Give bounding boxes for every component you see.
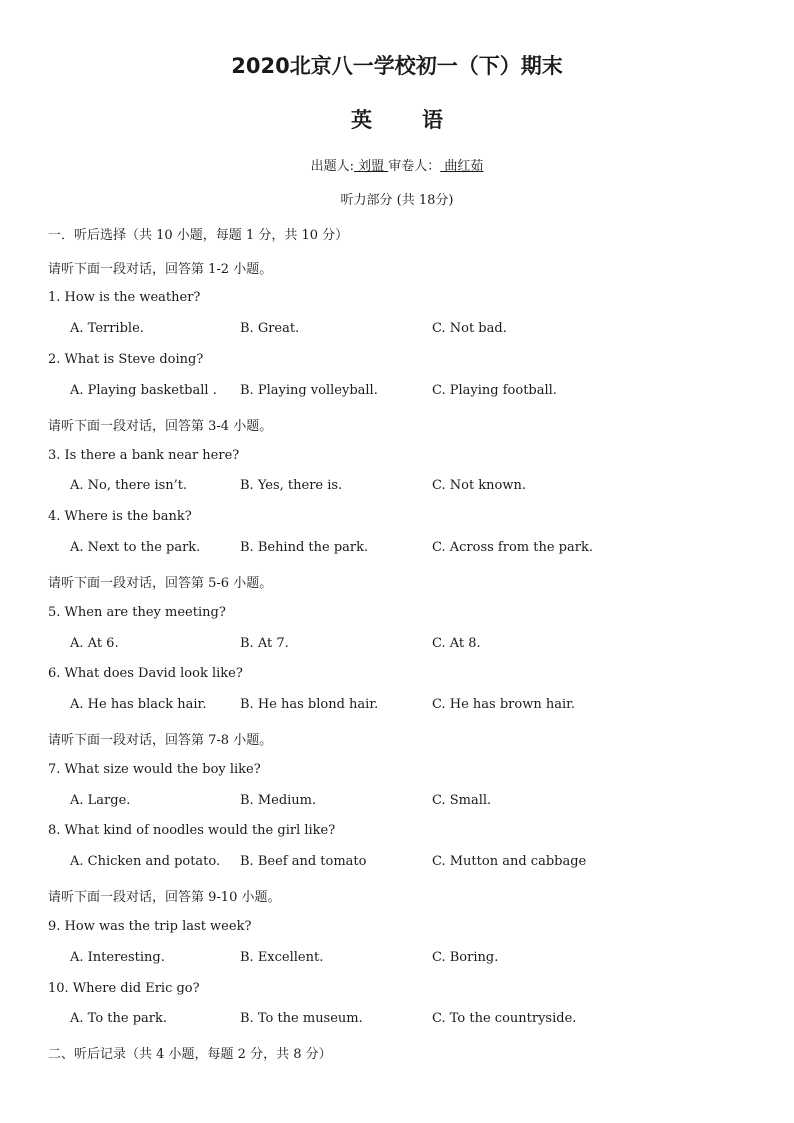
listening-part-heading: 听力部分 (共 18分): [340, 193, 454, 208]
option-b: B. At 7.: [240, 636, 289, 651]
question-text: 9. How was the trip last week?: [48, 919, 252, 934]
option-a: A. Next to the park.: [70, 540, 201, 555]
question-text: 2. What is Steve doing?: [48, 352, 204, 367]
option-c: C. Not known.: [432, 478, 527, 493]
option-b: B. To the museum.: [240, 1011, 363, 1026]
option-a: A. Interesting.: [70, 950, 165, 965]
option-c: C. To the countryside.: [432, 1011, 577, 1026]
reviewer-label: 审卷人：: [388, 159, 441, 174]
option-c: C. Boring.: [432, 950, 499, 965]
option-a: A. Large.: [70, 793, 131, 808]
question-text: 4. Where is the bank?: [48, 509, 192, 524]
group-instruction: 请听下面一段对话，回答第 7-8 小题。: [48, 733, 273, 748]
option-a: A. Terrible.: [70, 321, 144, 336]
exam-title: 2020北京八一学校初一（下）期末: [231, 54, 563, 78]
option-b: B. Great.: [240, 321, 300, 336]
option-c: C. He has brown hair.: [432, 697, 576, 712]
question-text: 3. Is there a bank near here?: [48, 448, 240, 463]
subject-char-right: 语: [422, 108, 443, 132]
authors-line: [0, 155, 794, 174]
subject-heading: [0, 104, 794, 134]
group-instruction: 请听下面一段对话，回答第 1-2 小题。: [48, 262, 273, 277]
option-c: C. At 8.: [432, 636, 481, 651]
group-instruction: 请听下面一段对话，回答第 3-4 小题。: [48, 419, 273, 434]
option-b: B. Medium.: [240, 793, 317, 808]
option-b: B. Playing volleyball.: [240, 383, 378, 398]
option-b: B. Behind the park.: [240, 540, 369, 555]
option-a: A. To the park.: [70, 1011, 167, 1026]
section2-heading: 二、听后记录（共 4 小题，每题 2 分，共 8 分）: [48, 1047, 332, 1062]
reviewer-name: 曲红茹: [440, 159, 484, 174]
option-a: A. At 6.: [70, 636, 119, 651]
option-b: B. He has blond hair.: [240, 697, 379, 712]
option-c: C. Small.: [432, 793, 492, 808]
question-text: 5. When are they meeting?: [48, 605, 226, 620]
option-b: B. Excellent.: [240, 950, 324, 965]
section1-heading: 一．听后选择（共 10 小题，每题 1 分，共 10 分）: [48, 228, 349, 243]
option-c: C. Mutton and cabbage: [432, 854, 587, 869]
option-c: C. Across from the park.: [432, 540, 593, 555]
question-text: 10. Where did Eric go?: [48, 981, 200, 996]
option-a: A. He has black hair.: [70, 697, 207, 712]
subject-char-left: 英: [351, 108, 372, 132]
option-a: A. No, there isn’t.: [70, 478, 188, 493]
option-c: C. Playing football.: [432, 383, 557, 398]
question-text: 6. What does David look like?: [48, 666, 243, 681]
group-instruction: 请听下面一段对话，回答第 9-10 小题。: [48, 890, 281, 905]
option-a: A. Chicken and potato.: [70, 854, 221, 869]
question-text: 1. How is the weather?: [48, 290, 201, 305]
question-text: 8. What kind of noodles would the girl like?: [48, 823, 336, 838]
author-name: 刘盟: [353, 159, 389, 174]
group-instruction: 请听下面一段对话，回答第 5-6 小题。: [48, 576, 273, 591]
option-b: B. Beef and tomato: [240, 854, 367, 869]
author-label: 出题人:: [310, 159, 354, 174]
question-text: 7. What size would the boy like?: [48, 762, 261, 777]
option-c: C. Not bad.: [432, 321, 507, 336]
option-b: B. Yes, there is.: [240, 478, 343, 493]
option-a: A. Playing basketball .: [70, 383, 217, 398]
